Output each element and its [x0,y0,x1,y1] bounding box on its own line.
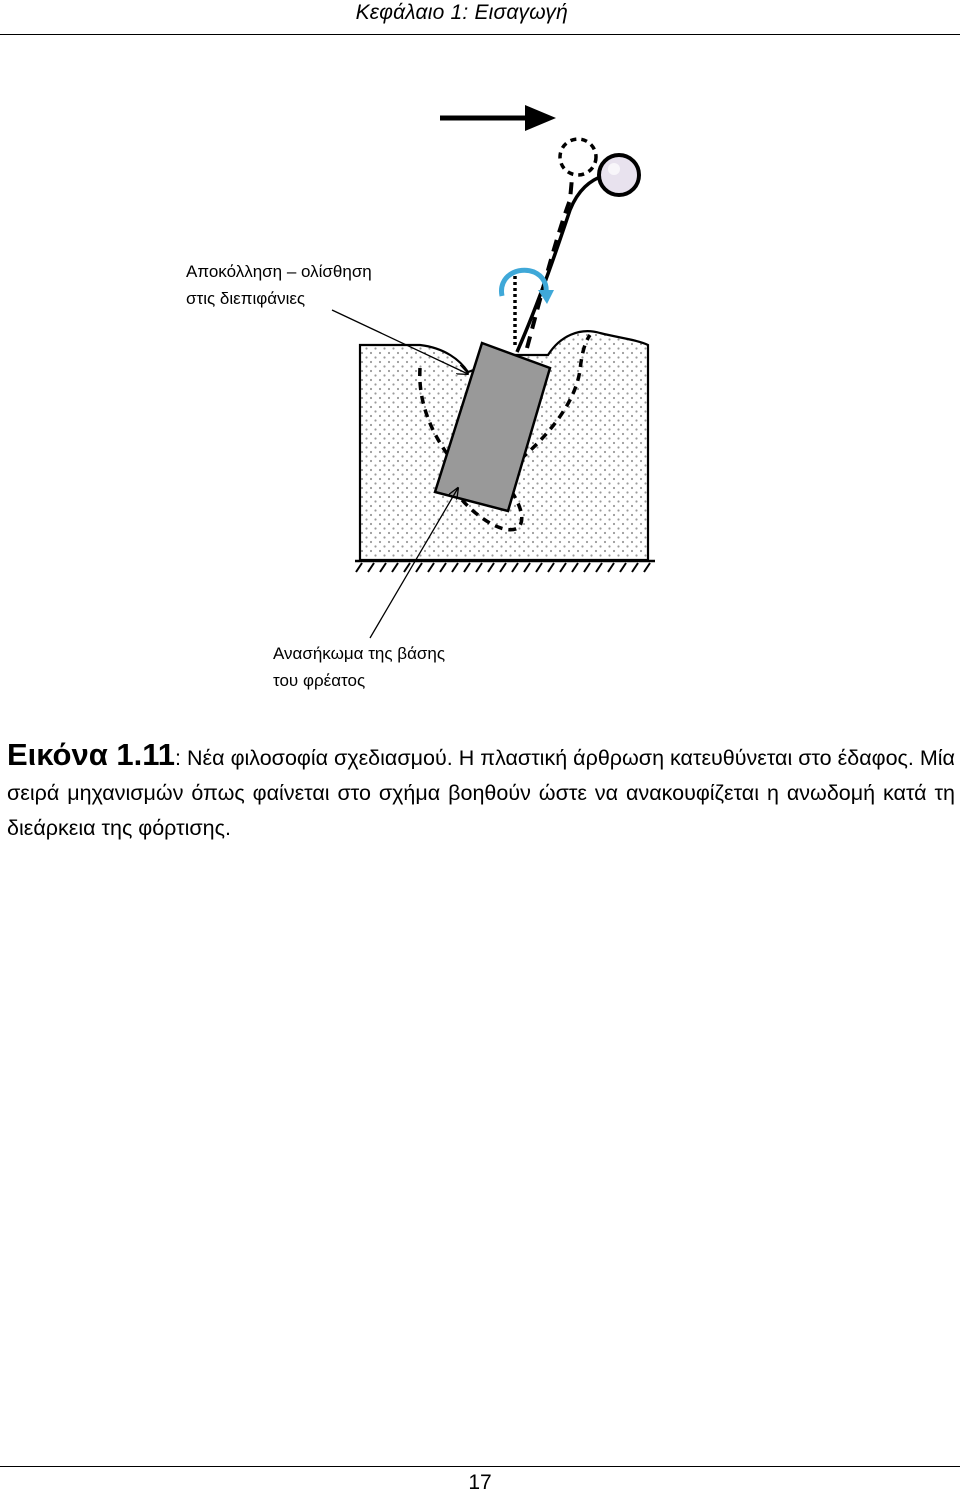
caption-label [7,737,175,772]
chapter-title: Κεφάλαιο 1: Εισαγωγή [355,1,568,24]
annotation-interface-line2: στις διεπιφάνιες [186,289,306,308]
caption-separator: : [175,746,182,770]
annotation-uplift-line1: Ανασήκωμα της βάσης [273,644,446,663]
page-header [0,0,960,35]
annotation-interface-slip [186,258,372,312]
annotation-base-uplift [273,640,445,694]
figure-caption [7,737,955,846]
foundation-rocking-figure [0,90,960,700]
footer-divider [0,1466,960,1467]
load-arrow-head [525,105,556,131]
page-number: 17 [468,1471,492,1494]
caption-label-word: Εικόνα [7,737,108,772]
annotation-interface-line1: Αποκόλληση – ολίσθηση [186,262,372,281]
annotation-uplift-line2: του φρέατος [273,671,366,690]
column-dashed [527,178,572,348]
mass-original-position [560,139,596,175]
caption-text: Νέα φιλοσοφία σχεδιασμού. Η πλαστική άρθρωση κατευθύνεται στο έδαφος. Μία σειρά μηχανισμών όπως φαίνεται στο σχήμα βοηθούν ώστε να ανακουφίζεται η ανωδομή κατά τη διεάρκεια της φόρτισης. [7,746,955,840]
mass-ball [599,155,639,195]
ground-hatching [355,561,655,572]
caption-number: 1.11 [116,737,176,772]
column-deformed [517,175,605,352]
